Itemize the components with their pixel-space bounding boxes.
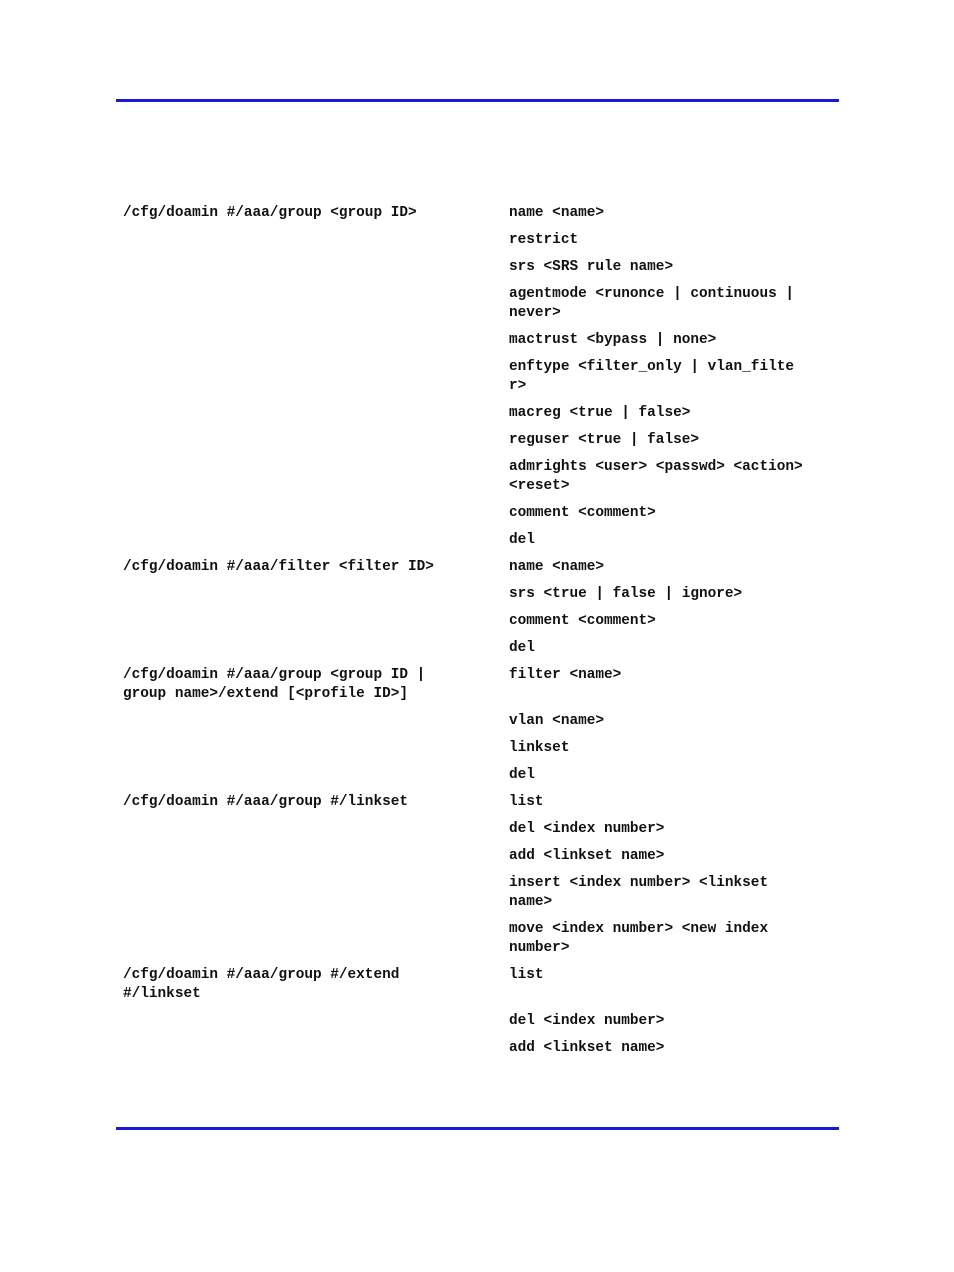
command-parameter: del <index number> [509,1013,665,1029]
table-row [123,793,835,812]
command-parameter: name <name> [509,205,604,221]
command-parameter: filter <name> [509,667,622,683]
command-parameter: linkset [509,740,570,756]
command-parameter: admrights <user> <passwd> <action> <reset> [509,459,803,494]
table-row [123,558,835,577]
command-parameter: del [509,640,535,656]
table-row [123,847,835,866]
table-row [123,531,835,550]
command-parameter: insert <index number> <linkset name> [509,875,769,910]
command-parameter: name <name> [509,559,604,575]
command-parameter: srs <true | false | ignore> [509,586,743,602]
command-path: /cfg/doamin #/aaa/group <group ID> [123,205,417,221]
command-path: /cfg/doamin #/aaa/group <group ID | group name>/extend [<profile ID>] [123,667,426,702]
command-parameter: comment <comment> [509,505,656,521]
table-row [123,331,835,350]
table-row [123,458,835,496]
command-parameter: vlan <name> [509,713,604,729]
command-path: /cfg/doamin #/aaa/group #/linkset [123,794,408,810]
table-row [123,358,835,396]
command-parameter: del [509,532,535,548]
footer-rule [116,1127,839,1130]
command-parameter: reguser <true | false> [509,432,699,448]
table-row [123,966,835,1004]
command-parameter: list [509,794,544,810]
table-row [123,920,835,958]
table-row [123,739,835,758]
table-row [123,612,835,631]
table-row [123,766,835,785]
command-parameter: move <index number> <new index number> [509,921,769,956]
table-row [123,639,835,658]
command-path: /cfg/doamin #/aaa/group #/extend #/linkset [123,967,400,1002]
command-parameter: restrict [509,232,579,248]
table-row [123,285,835,323]
command-parameter: mactrust <bypass | none> [509,332,717,348]
table-row [123,820,835,839]
table-row [123,1012,835,1031]
table-row [123,666,835,704]
table-row [123,231,835,250]
table-row [123,404,835,423]
table-row [123,712,835,731]
command-table [123,204,835,1066]
table-row [123,258,835,277]
command-parameter: macreg <true | false> [509,405,691,421]
table-row [123,1039,835,1058]
command-parameter: del <index number> [509,821,665,837]
table-row [123,204,835,223]
command-parameter: agentmode <runonce | continuous | never> [509,286,794,321]
command-parameter: srs <SRS rule name> [509,259,674,275]
command-parameter: enftype <filter_only | vlan_filte r> [509,359,794,394]
command-parameter: comment <comment> [509,613,656,629]
table-row [123,585,835,604]
table-row [123,431,835,450]
command-parameter: del [509,767,535,783]
command-parameter: add <linkset name> [509,848,665,864]
command-parameter: add <linkset name> [509,1040,665,1056]
header-rule [116,99,839,102]
command-parameter: list [509,967,544,983]
command-path: /cfg/doamin #/aaa/filter <filter ID> [123,559,434,575]
table-row [123,504,835,523]
table-row [123,874,835,912]
